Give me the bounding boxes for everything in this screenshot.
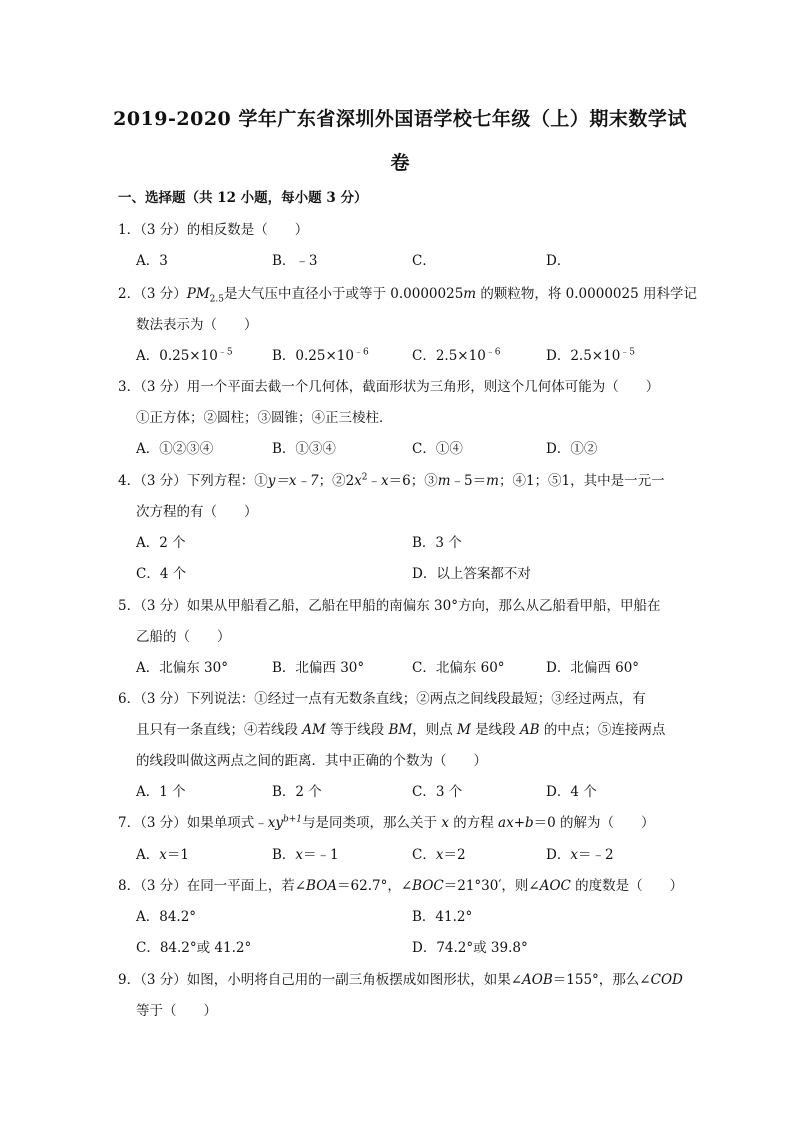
q6-option-c: C．3 个 xyxy=(412,784,463,800)
q8-part-c: ＝21°30′，则∠ xyxy=(443,878,540,894)
q6-segment-bm: BM xyxy=(388,722,413,738)
q4-option-a: A．2 个 xyxy=(136,535,186,551)
q6-segment-ab: AB xyxy=(519,722,540,738)
q7-expression: ax+b xyxy=(498,815,534,831)
q2-pm-subscript: 2.5 xyxy=(209,294,224,305)
q6-part-e: 的中点；⑤连接两点 xyxy=(539,722,666,738)
question-5-line1: 5．（3 分）如果从甲船看乙船，乙船在甲船的南偏东 30°方向，那么从乙船看甲船，甲船在 xyxy=(118,598,661,614)
q7-option-c-value: ＝2 xyxy=(443,847,466,863)
q3-option-b: B．①③④ xyxy=(272,441,336,457)
q5-option-d: D．北偏西 60° xyxy=(546,660,640,676)
q6-point-m: M xyxy=(457,722,471,738)
q7-option-d-value: ＝﹣2 xyxy=(577,847,614,863)
q7-option-b-label: B． xyxy=(272,847,296,863)
q2-option-d-base: D．2.5×10 xyxy=(546,348,621,364)
q6-part-c: ，则点 xyxy=(412,722,458,738)
q7-exponent: b+1 xyxy=(282,814,303,825)
q3-option-d: D．①② xyxy=(546,441,598,457)
question-5-line2: 乙船的（ ） xyxy=(136,629,231,645)
q9-part-a: 9．（3 分）如图，小明将自己用的一副三角板摆成如图形状，如果∠ xyxy=(118,972,523,988)
q4-part-e: ﹣5＝ xyxy=(450,473,487,489)
q7-var-x: x xyxy=(441,815,449,831)
q2-prefix: 2．（3 分） xyxy=(118,286,187,302)
q5-option-a: A．北偏东 30° xyxy=(136,660,228,676)
q9-angle-aob: AOB xyxy=(522,972,553,988)
q2-option-c xyxy=(412,344,501,364)
q6-option-d: D．4 个 xyxy=(546,784,597,800)
q5-option-c: C．北偏东 60° xyxy=(412,660,505,676)
question-6-line2 xyxy=(136,718,665,738)
question-2-line2: 数法表示为（ ） xyxy=(136,317,258,333)
question-4-line1 xyxy=(118,469,665,489)
q7-option-b-var: x xyxy=(295,847,304,863)
question-6-line3: 的线段叫做这两点之间的距离．其中正确的个数为（ ） xyxy=(136,753,487,769)
q7-option-c-label: C． xyxy=(412,847,436,863)
q6-part-a: 且只有一条直线；④若线段 xyxy=(136,722,303,738)
q7-option-c xyxy=(412,843,466,863)
q2-option-b xyxy=(272,344,369,364)
q7-part-a: 7．（3 分）如果单项式﹣ xyxy=(118,815,268,831)
q2-option-a-exp: ﹣5 xyxy=(217,347,233,358)
question-2-line1 xyxy=(118,282,697,305)
q4-equation-1: y＝x﹣7 xyxy=(267,473,319,489)
question-4-line2: 次方程的有（ ） xyxy=(136,504,258,520)
q6-option-a: A．1 个 xyxy=(136,784,186,800)
q8-option-b: B．41.2° xyxy=(412,909,473,925)
q3-option-a: A．①②③④ xyxy=(136,441,214,457)
q8-angle-boa: BOA xyxy=(306,878,338,894)
question-3-line1: 3．（3 分）用一个平面去截一个几何体，截面形状为三角形，则这个几何体可能为（ ） xyxy=(118,379,660,395)
q7-option-b xyxy=(272,843,339,863)
q8-angle-boc: BOC xyxy=(412,878,444,894)
q1-option-c: C． xyxy=(412,253,436,269)
q4-var-m: m xyxy=(437,473,451,489)
question-1-stem: 1．（3 分）的相反数是（ ） xyxy=(118,222,309,238)
q7-option-d xyxy=(546,843,614,863)
q4-option-d: D．以上答案都不对 xyxy=(412,566,531,582)
q2-option-b-base: B．0.25×10 xyxy=(272,348,354,364)
q5-option-b: B．北偏西 30° xyxy=(272,660,365,676)
q2-mid: 是大气压中直径小于或等于 0.0000025 xyxy=(223,286,464,302)
q8-option-c: C．84.2°或 41.2° xyxy=(136,940,252,956)
q7-option-a-var: x xyxy=(159,847,167,863)
q6-segment-am: AM xyxy=(302,722,326,738)
q4-square: 2 xyxy=(361,472,368,483)
q4-part-b: ；②2 xyxy=(318,473,355,489)
q2-suffix: 的颗粒物，将 0.0000025 用科学记 xyxy=(476,286,697,302)
q6-option-b: B．2 个 xyxy=(272,784,322,800)
q6-part-b: 等于线段 xyxy=(325,722,389,738)
q7-option-b-value: ＝﹣1 xyxy=(303,847,339,863)
question-7-line1 xyxy=(118,811,655,831)
q2-pm: PM xyxy=(186,286,210,302)
q8-part-a: 8．（3 分）在同一平面上，若∠ xyxy=(118,878,307,894)
q4-part-f: ；④1；⑤1，其中是一元一 xyxy=(498,473,665,489)
q4-var-x2: x xyxy=(381,473,389,489)
q7-part-d: ＝0 的解为（ ） xyxy=(533,815,655,831)
section-heading: 一、选择题（共 12 小题，每小题 3 分） xyxy=(118,190,368,206)
q3-option-c: C．①④ xyxy=(412,441,463,457)
q7-option-d-var: x xyxy=(570,847,578,863)
question-6-line1: 6．（3 分）下列说法：①经过一点有无数条直线；②两点之间线段最短；③经过两点，有 xyxy=(118,691,646,707)
q7-option-a-value: ＝1 xyxy=(166,847,189,863)
exam-title-line1: 2019-2020 学年广东省深圳外国语学校七年级（上）期末数学试 xyxy=(113,108,687,130)
q4-part-a: 4．（3 分）下列方程：① xyxy=(118,473,268,489)
q4-part-d: ＝6；③ xyxy=(388,473,438,489)
q8-option-d: D．74.2°或 39.8° xyxy=(412,940,528,956)
q7-part-c: 的方程 xyxy=(448,815,499,831)
q4-option-b: B．3 个 xyxy=(412,535,462,551)
q1-option-b: B．﹣3 xyxy=(272,253,318,269)
q8-part-d: 的度数是（ ） xyxy=(570,878,684,894)
q9-part-b: ＝155°，那么∠ xyxy=(552,972,651,988)
q8-option-a: A．84.2° xyxy=(136,909,197,925)
q4-var-x: x xyxy=(354,473,362,489)
q6-part-d: 是线段 xyxy=(470,722,520,738)
q8-part-b: ＝62.7°，∠ xyxy=(337,878,413,894)
q2-option-b-exp: ﹣6 xyxy=(353,347,369,358)
q2-option-a xyxy=(136,344,233,364)
q1-option-a: A．3 xyxy=(136,253,168,269)
q2-unit: m xyxy=(463,286,477,302)
q4-part-c: ﹣ xyxy=(367,473,382,489)
q7-option-a xyxy=(136,843,189,863)
q2-option-c-base: C．2.5×10 xyxy=(412,348,486,364)
q9-angle-cod: COD xyxy=(650,972,683,988)
q7-option-a-label: A． xyxy=(136,847,160,863)
q7-option-d-label: D． xyxy=(546,847,571,863)
question-8-line1 xyxy=(118,874,683,894)
q2-option-d-exp: ﹣5 xyxy=(620,347,636,358)
q4-option-c: C．4 个 xyxy=(136,566,187,582)
q7-monomial: xy xyxy=(267,815,283,831)
q2-option-c-exp: ﹣6 xyxy=(485,347,501,358)
q2-option-d xyxy=(546,344,635,364)
question-3-line2: ①正方体；②圆柱；③圆锥；④正三棱柱． xyxy=(136,410,393,426)
q4-var-m2: m xyxy=(486,473,499,489)
q2-option-a-base: A．0.25×10 xyxy=(136,348,218,364)
q8-angle-aoc: AOC xyxy=(539,878,571,894)
q7-option-c-var: x xyxy=(435,847,444,863)
question-9-line1 xyxy=(118,968,683,988)
q1-option-d: D． xyxy=(546,253,571,269)
q7-part-b: 与是同类项，那么关于 xyxy=(302,815,442,831)
question-9-line2: 等于（ ） xyxy=(136,1003,217,1019)
exam-title-line2: 卷 xyxy=(390,152,410,174)
